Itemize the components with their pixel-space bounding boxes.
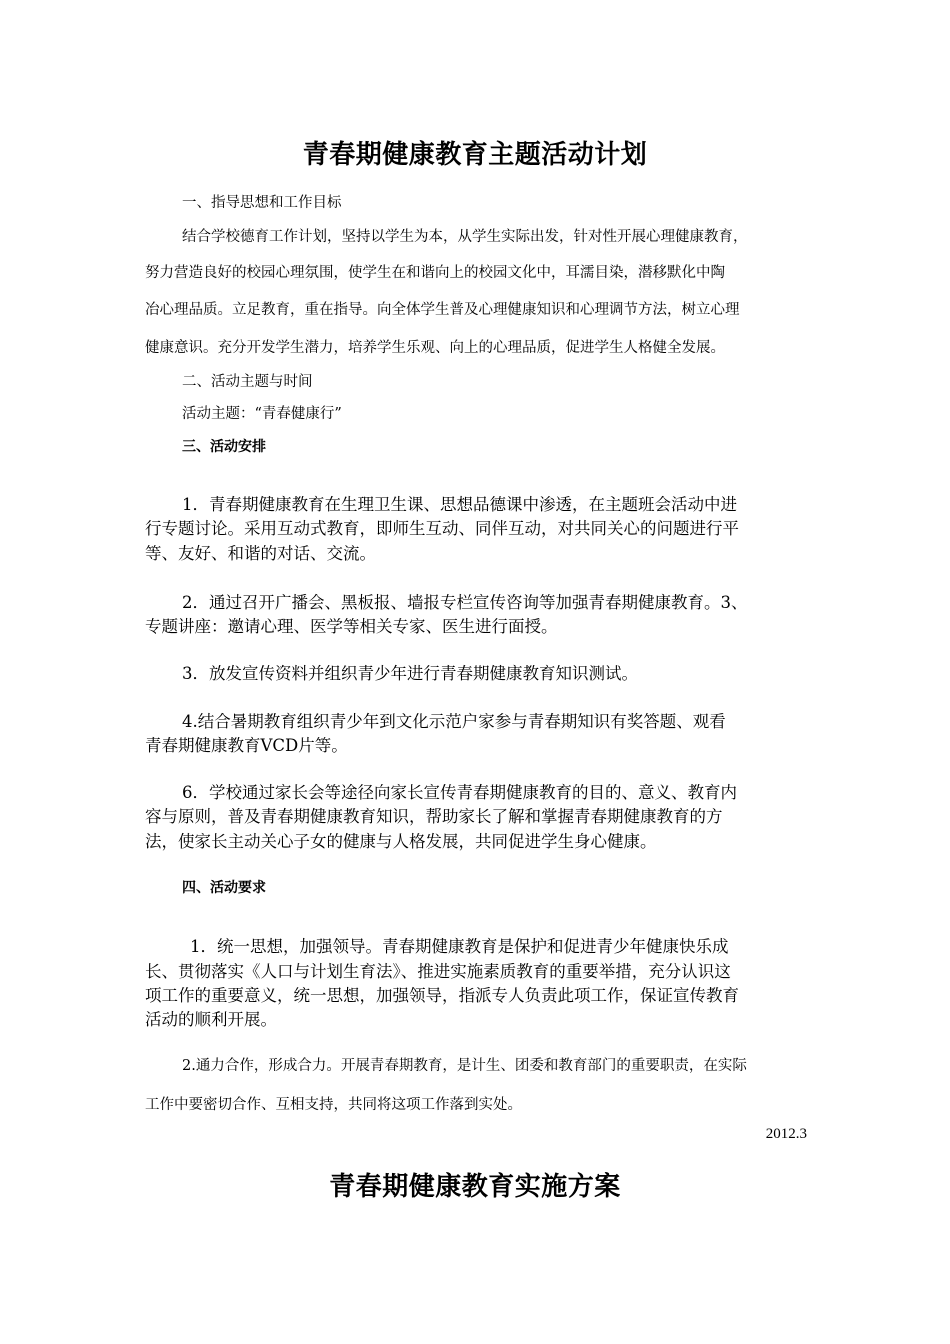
second-document-title: 青春期健康教育实施方案	[329, 1172, 621, 1202]
paragraph-line: 结合学校德育工作计划，坚持以学生为本，从学生实际出发，针对性开展心理健康教育，	[182, 229, 748, 245]
paragraph-line: 长、贯彻落实《人口与计划生育法》、推进实施素质教育的重要举措，充分认识这	[145, 962, 731, 981]
activity-theme: 活动主题：“青春健康行”	[182, 406, 342, 422]
section-3-heading: 三、活动安排	[182, 439, 266, 455]
document-title: 青春期健康教育主题活动计划	[302, 140, 648, 170]
paragraph-line: 1．统一思想，加强领导。青春期健康教育是保护和促进青少年健康快乐成	[190, 937, 729, 956]
paragraph-line: 专题讲座：邀请心理、医学等相关专家、医生进行面授。	[145, 617, 558, 636]
paragraph-line: 活动的顺利开展。	[145, 1010, 277, 1029]
paragraph-line: 4.结合暑期教育组织青少年到文化示范户家参与青春期知识有奖答题、观看	[182, 712, 726, 731]
paragraph-line: 青春期健康教育VCD片等。	[145, 736, 348, 755]
section-1-heading: 一、指导思想和工作目标	[182, 195, 342, 211]
paragraph-line: 法，使家长主动关心子女的健康与人格发展，共同促进学生身心健康。	[145, 832, 657, 851]
paragraph-line: 2.通力合作，形成合力。开展青春期教育，是计生、团委和教育部门的重要职责，在实际	[182, 1058, 747, 1074]
paragraph-line: 2．通过召开广播会、黑板报、墙报专栏宣传咨询等加强青春期健康教育。3、	[182, 593, 748, 612]
section-2-heading: 二、活动主题与时间	[182, 374, 313, 390]
paragraph-line: 工作中要密切合作、互相支持，共同将这项工作落到实处。	[145, 1097, 522, 1113]
paragraph-line: 6．学校通过家长会等途径向家长宣传青春期健康教育的目的、意义、教育内	[182, 783, 737, 802]
section-4-heading: 四、活动要求	[182, 880, 266, 896]
paragraph-line: 等、友好、和谐的对话、交流。	[145, 544, 376, 563]
paragraph-line: 冶心理品质。立足教育，重在指导。向全体学生普及心理健康知识和心理调节方法，树立心理	[145, 302, 740, 318]
paragraph-line: 努力营造良好的校园心理氛围，使学生在和谐向上的校园文化中，耳濡目染，潜移默化中陶	[145, 265, 725, 281]
paragraph-line: 行专题讨论。采用互动式教育，即师生互动、同伴互动，对共同关心的问题进行平	[145, 519, 739, 538]
paragraph-line: 3．放发宣传资料并组织青少年进行青春期健康教育知识测试。	[182, 664, 638, 683]
date: 2012.3	[765, 1126, 807, 1142]
paragraph-line: 项工作的重要意义，统一思想，加强领导，指派专人负责此项工作，保证宣传教育	[145, 986, 739, 1005]
paragraph-line: 1．青春期健康教育在生理卫生课、思想品德课中渗透，在主题班会活动中进	[182, 495, 737, 514]
paragraph-line: 容与原则，普及青春期健康教育知识，帮助家长了解和掌握青春期健康教育的方	[145, 807, 723, 826]
paragraph-line: 健康意识。充分开发学生潜力，培养学生乐观、向上的心理品质，促进学生人格健全发展。	[145, 340, 725, 356]
